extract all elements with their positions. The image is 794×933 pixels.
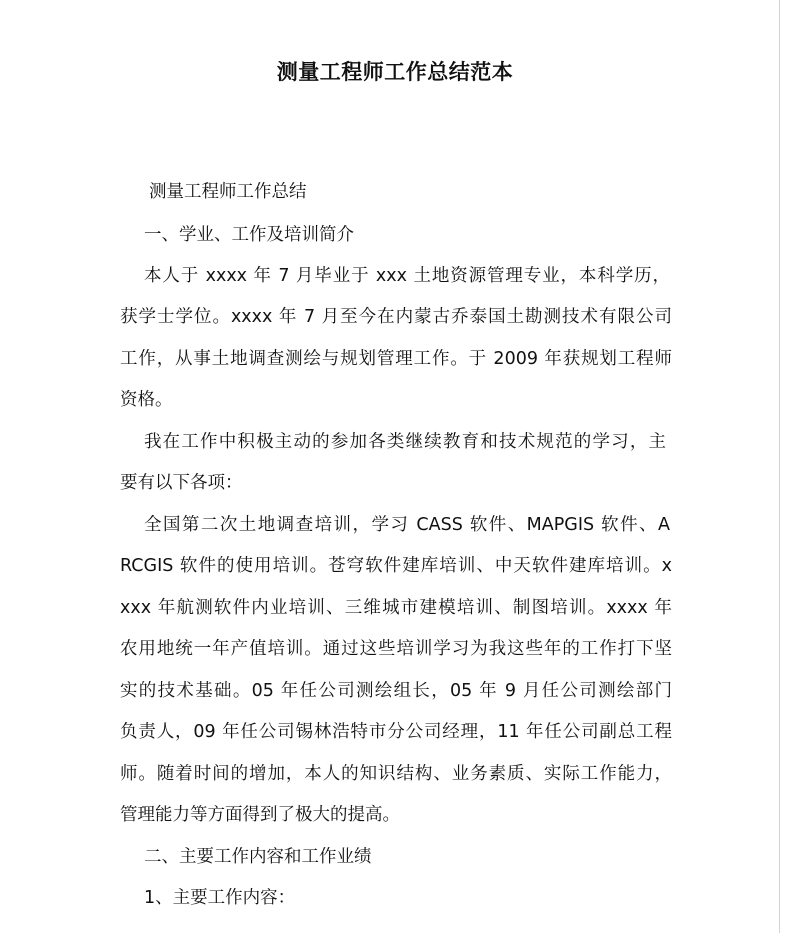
- document-subtitle: 测量工程师工作总结: [149, 182, 307, 202]
- paragraph-line: RCGIS 软件的使用培训。苍穹软件建库培训、中天软件建库培训。x: [120, 556, 672, 576]
- paragraph-line: 要有以下各项：: [120, 473, 243, 493]
- paragraph-line: 全国第二次土地调查培训，学习 CASS 软件、MAPGIS 软件、A: [144, 515, 670, 535]
- paragraph-line: 我在工作中积极主动的参加各类继续教育和技术规范的学习，主: [144, 432, 666, 452]
- paragraph-line: 管理能力等方面得到了极大的提高。: [120, 805, 400, 825]
- paragraph-line: 资格。: [120, 390, 173, 410]
- page-edge-divider: [779, 0, 780, 933]
- paragraph-line: 工作，从事土地调查测绘与规划管理工作。于 2009 年获规划工程师: [120, 349, 672, 369]
- section-heading-2: 二、主要工作内容和工作业绩: [144, 847, 372, 867]
- paragraph-line: 本人于 xxxx 年 7 月毕业于 xxx 土地资源管理专业，本科学历，: [144, 266, 670, 286]
- paragraph-line: 实的技术基础。05 年任公司测绘组长，05 年 9 月任公司测绘部门: [120, 681, 672, 701]
- paragraph-line: 师。随着时间的增加，本人的知识结构、业务素质、实际工作能力，: [120, 764, 672, 784]
- paragraph-line: xxx 年航测软件内业培训、三维城市建模培训、制图培训。xxxx 年: [120, 598, 672, 618]
- section-heading-1: 一、学业、工作及培训简介: [144, 225, 354, 245]
- document-title: 测量工程师工作总结范本: [276, 60, 514, 84]
- paragraph-line: 农用地统一年产值培训。通过这些培训学习为我这些年的工作打下坚: [120, 639, 672, 659]
- paragraph-line: 负责人，09 年任公司锡林浩特市分公司经理，11 年任公司副总工程: [120, 722, 672, 742]
- paragraph-line: 获学士学位。xxxx 年 7 月至今在内蒙古乔泰国土勘测技术有限公司: [120, 307, 672, 327]
- subsection-heading-1: 1、主要工作内容：: [144, 888, 296, 908]
